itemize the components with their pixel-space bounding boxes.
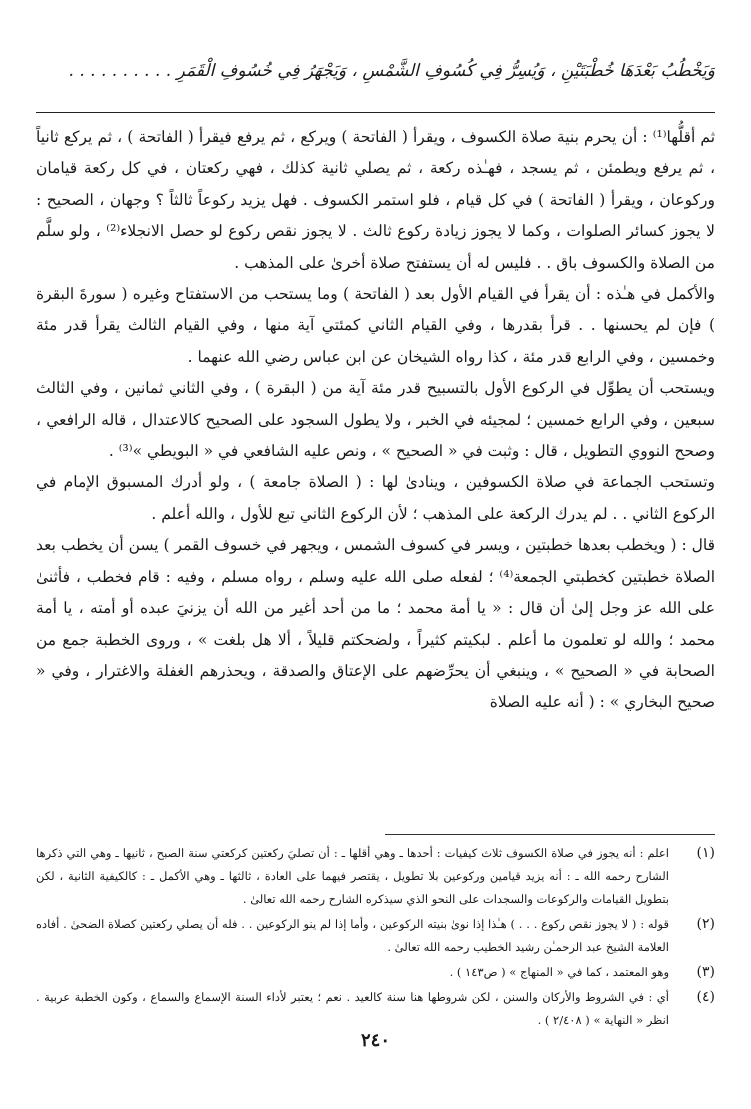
footnote-2 xyxy=(36,913,715,959)
footnote-divider xyxy=(385,834,715,835)
footnotes xyxy=(36,842,715,1034)
footnote-number: (٤) xyxy=(696,989,715,1005)
main-text xyxy=(36,122,715,719)
footnote-3 xyxy=(36,961,715,984)
footnote-text: وهو المعتمد ، كما في « المنهاج » ( ص١٤٣ ) . xyxy=(449,965,669,979)
footnote-text: اعلم : أنه يجوز في صلاة الكسوف ثلاث كيفيات : أحدها ـ وهي أقلها ـ : أن تصليَ ركعتين كركعتي سنة الصبح ، ثانيها ـ وهي التي ذكرها الشارح رحمه الله ـ : أنه يزيد قيامين وركوعين بلا تطويل ، يقتصر فيهما على العادة ، ثالثها ـ وهي الأكمل ـ : كالكيفية الثانية ، لكن بتطويل القيامات والركوعات والسجدات على النحو الذي سيذكره الشارح رحمه الله تعالىٰ . xyxy=(36,846,669,906)
paragraph-1: ثم أقلُّها⁽¹⁾ : أن يحرم بنية صلاة الكسوف ، ويقرأ ( الفاتحة ) ويركع ، ثم يرفع فيقرأ ( الفاتحة ) ، ثم يركع ثانياً ، ثم يرفع ويطمئن ، ثم يسجد ، فهـٰذه ركعة ، ثم يصلي ثانية كذلك ، فهي ركعتان ، في كل ركعة قيامان وركوعان ، ويقرأ ( الفاتحة ) في كل قيام ، فلو استمر الكسوف . فهل يزيد ركوعاً ثالثاً ؟ وجهان ، الصحيح : لا يجوز كسائر الصلوات ، وكما لا يجوز زيادة ركوع ثالث . لا يجوز نقص ركوع لو حصل الانجلاء⁽²⁾ ، ولو سلَّم من الصلاة والكسوف باق . . فليس له أن يستفتح صلاة أخرىٰ على المذهب . xyxy=(36,128,716,272)
paragraph-2: والأكمل في هـٰذه : أن يقرأ في القيام الأول بعد ( الفاتحة ) وما يستحب من الاستفتاح وغيره ( سورةَ البقرة ) فإن لم يحسنها . . قرأ بقدرها ، وفي القيام الثاني كمئتي آية منها ، وفي القيام الثالث يقرأ قدر مئة وخمسين ، وفي الرابع قدر مئة ، كذا رواه الشيخان عن ابن عباس رضي الله عنهما . xyxy=(36,285,715,366)
paragraph-4: وتستحب الجماعة في صلاة الكسوفين ، وينادىٰ لها : ( الصلاة جامعة ) ، ولو أدرك المسبوق الإمام في الركوع الثاني . . لم يدرك الركعة على المذهب ؛ لأن الركوع الثاني تبع للأول ، والله أعلم . xyxy=(36,473,715,523)
footnote-number: (٢) xyxy=(696,916,715,932)
paragraph-5: قال : ( ويخطب بعدها خطبتين ، ويسر في كسوف الشمس ، ويجهر في خسوف القمر ) يسن أن يخطب بعد الصلاة خطبتين كخطبتي الجمعة⁽⁴⁾ ؛ لفعله صلى الله عليه وسلم ، رواه مسلم ، وفيه : قام فخطب ، فأثنىٰ على الله عز وجل إلىٰ أن قال : « يا أمة محمد ؛ ما من أحد أغير من الله أن يزنيَ عبده أو أمته ، يا أمة محمد ؛ والله لو تعلمون ما أعلم . لبكيتم كثيراً ، ولضحكتم قليلاً ، ألا هل بلغت » ، وروى الخطبة جمع من الصحابة في « الصحيح » ، وينبغي أن يحرِّضهم على الإعتاق والصدقة ، ويحذرهم الغفلة والاغترار ، وفي « صحيح البخاري » : ( أنه عليه الصلاة xyxy=(36,536,715,712)
footnote-number: (٣) xyxy=(696,964,715,980)
footnote-4 xyxy=(36,986,715,1032)
running-header: وَيَخْطُبُ بَعْدَهَا خُطْبَتَيْنِ ، وَيُسِرُّ فِي كُسُوفِ الشَّمْسِ ، وَيَجْهَرُ فِي خُسُوفِ الْقَمَرِ . . . . . . . . . . xyxy=(68,61,715,81)
footnote-number: (١) xyxy=(696,845,715,861)
footnote-text: أي : في الشروط والأركان والسنن ، لكن شروطها هنا سنة كالعيد . نعم ؛ يعتبر لأداء السنة الإسماع والسماع ، وكون الخطبة عربية . انظر « النهاية » ( ٢/٤٠٨ ) . xyxy=(36,990,669,1027)
footnote-1 xyxy=(36,842,715,911)
page-number: ٢٤٠ xyxy=(360,1030,390,1051)
header-divider xyxy=(36,112,715,113)
paragraph-3: ويستحب أن يطوِّل في الركوع الأول بالتسبيح قدر مئة آية من ( البقرة ) ، وفي الثاني ثمانين ، وفي الثالث سبعين ، وفي الرابع خمسين ؛ لمجيئه في الخبر ، ولا يطول السجود على الصحيح كالاعتدال ، قاله الرافعي ، وصحح النووي التطويل ، قال : وثبت في « الصحيح » ، ونص عليه الشافعي في « البويطي »⁽³⁾ . xyxy=(36,379,715,461)
footnote-text: قوله : ( لا يجوز نقص ركوع . . . ) هـٰذا إذا نوىٰ بنيته الركوعين ، وأما إذا لم ينو الركوعين . . فله أن يصلي ركعتين كصلاة الضحىٰ . أفاده العلامة الشيخ عبد الرحمـٰن رشيد الخطيب رحمه الله تعالىٰ . xyxy=(36,917,669,954)
